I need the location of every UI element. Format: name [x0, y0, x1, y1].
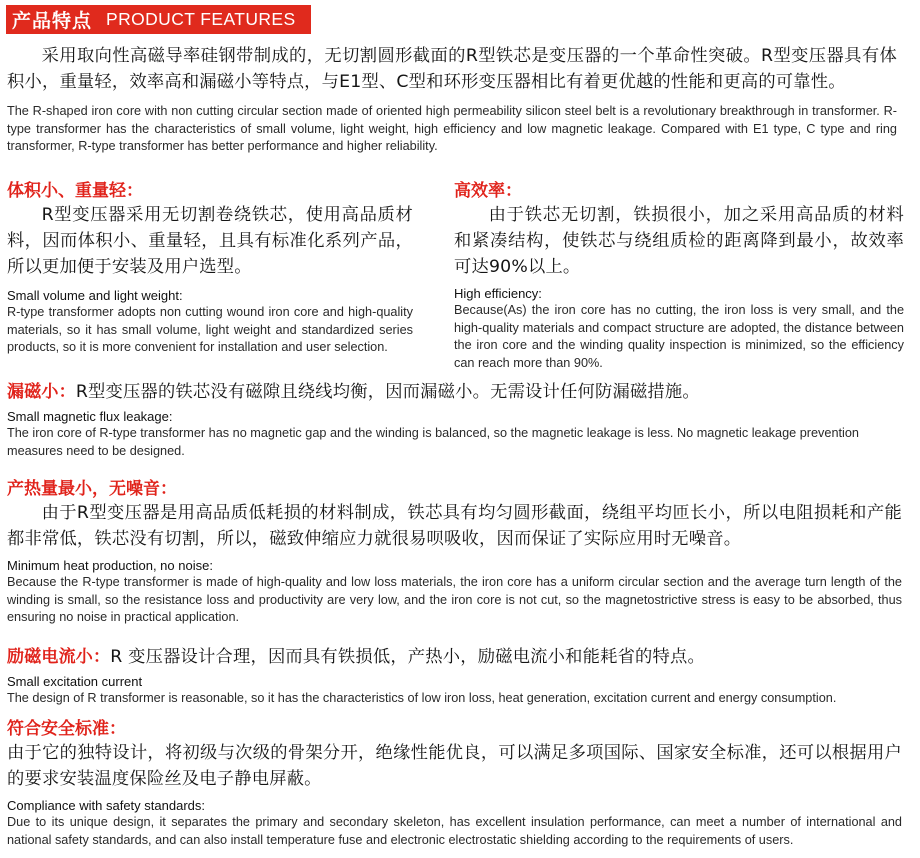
feature-heading: 体积小、重量轻：	[7, 181, 143, 201]
feature-body-en: Due to its unique design, it separates the primary and secondary skeleton, has excellent insulation performance, can meet a number of international and national safety standards, and can also install temperature fuse and electronic electrostatic shielding according to the requirements of users.	[7, 815, 902, 847]
feature-body-en: Because(As) the iron core has no cutting, the iron loss is very small, and the high-quality materials and compact structure are adopted, the distance between the iron core and the winding quality inspection is minimized, so the efficiency can reach more than 90%.	[454, 303, 904, 370]
feature-heading: 励磁电流小：	[7, 647, 111, 667]
feature-body-en: The iron core of R-type transformer has no magnetic gap and the winding is balanced, so the magnetic leakage is less. No magnetic leakage prevention measures need to be designed.	[7, 426, 859, 458]
feature-safety	[7, 714, 902, 849]
feature-body-cn: R 变压器设计合理，因而具有铁损低，产热小，励磁电流小和能耗省的特点。	[110, 647, 705, 667]
feature-high-efficiency	[454, 176, 904, 372]
feature-title-en: Compliance with safety standards:	[7, 798, 205, 813]
feature-title-en: High efficiency:	[454, 286, 542, 301]
feature-body-cn: R型变压器的铁芯没有磁隙且绕线均衡，因而漏磁小。无需设计任何防漏磁措施。	[75, 382, 700, 402]
feature-body-cn: 由于R型变压器是用高品质低耗损的材料制成，铁芯具有均匀圆形截面，绕组平均匝长小，所以电阻损耗和产能都非常低，铁芯没有切割，所以，磁致伸缩应力就很易呗吸收，因而保证了实际应用时无噪音。	[7, 503, 902, 549]
feature-heading: 高效率：	[454, 181, 522, 201]
feature-title-en: Small excitation current	[7, 674, 143, 689]
banner-title-en: PRODUCT FEATURES	[106, 9, 296, 29]
feature-body-en: R-type transformer adopts non cutting wound iron core and high-quality materials, so it has small volume, light weight and standardized series products, so it is more convenient for installation and user selection.	[7, 305, 413, 355]
banner-title-cn: 产品特点	[12, 10, 93, 32]
feature-heading: 漏磁小：	[7, 382, 76, 402]
feature-body-cn: 由于它的独特设计，将初级与次级的骨架分开，绝缘性能优良，可以满足多项国际、国家安全标准，还可以根据用户的要求安装温度保险丝及电子静电屏蔽。	[7, 743, 902, 789]
feature-body-en: Because the R-type transformer is made of high-quality and low loss materials, the iron core has a uniform circular section and the average turn length of the winding is small, so the resistance loss and productivity are very low, and the iron core is not cut, so the magnetostrictive stress is easy to be absorbed, thus ensuring no noise in practical application.	[7, 575, 902, 625]
feature-low-heat	[7, 474, 902, 627]
feature-body-en: The design of R transformer is reasonable, so it has the characteristics of low iron loss, heat generation, excitation current and energy consumption.	[7, 691, 837, 705]
feature-heading: 产热量最小，无噪音：	[7, 479, 177, 499]
feature-excitation	[7, 644, 902, 708]
section-banner	[6, 5, 311, 34]
feature-body-cn: R型变压器采用无切割卷绕铁芯，使用高品质材料，因而体积小、重量轻，且具有标准化系列产品，所以更加便于安装及用户选型。	[7, 205, 413, 277]
intro-en: The R-shaped iron core with non cutting circular section made of oriented high permeability silicon steel belt is a revolutionary breakthrough in transformer. R-type transformer has the characteristics of small volume, light weight, high efficiency and low magnetic leakage. Compared with E1 type, C type and ring transformer, R-type transformer has better performance and higher reliability.	[7, 104, 897, 154]
feature-heading: 符合安全标准：	[7, 719, 126, 739]
feature-title-en: Small volume and light weight:	[7, 288, 183, 303]
feature-small-volume	[7, 176, 413, 357]
feature-body-cn: 由于铁芯无切割，铁损很小，加之采用高品质的材料和紧凑结构，使铁芯与绕组质检的距离降到最小，故效率可达90%以上。	[454, 205, 904, 277]
intro-cn: 采用取向性高磁导率硅钢带制成的，无切割圆形截面的R型铁芯是变压器的一个革命性突破。R型变压器具有体积小，重量轻，效率高和漏磁小等特点，与E1型、C型和环形变压器相比有着更优越的性能和更高的可靠性。	[7, 46, 897, 92]
feature-title-en: Minimum heat production, no noise:	[7, 558, 213, 573]
feature-leakage	[7, 379, 902, 460]
feature-title-en: Small magnetic flux leakage:	[7, 409, 173, 424]
